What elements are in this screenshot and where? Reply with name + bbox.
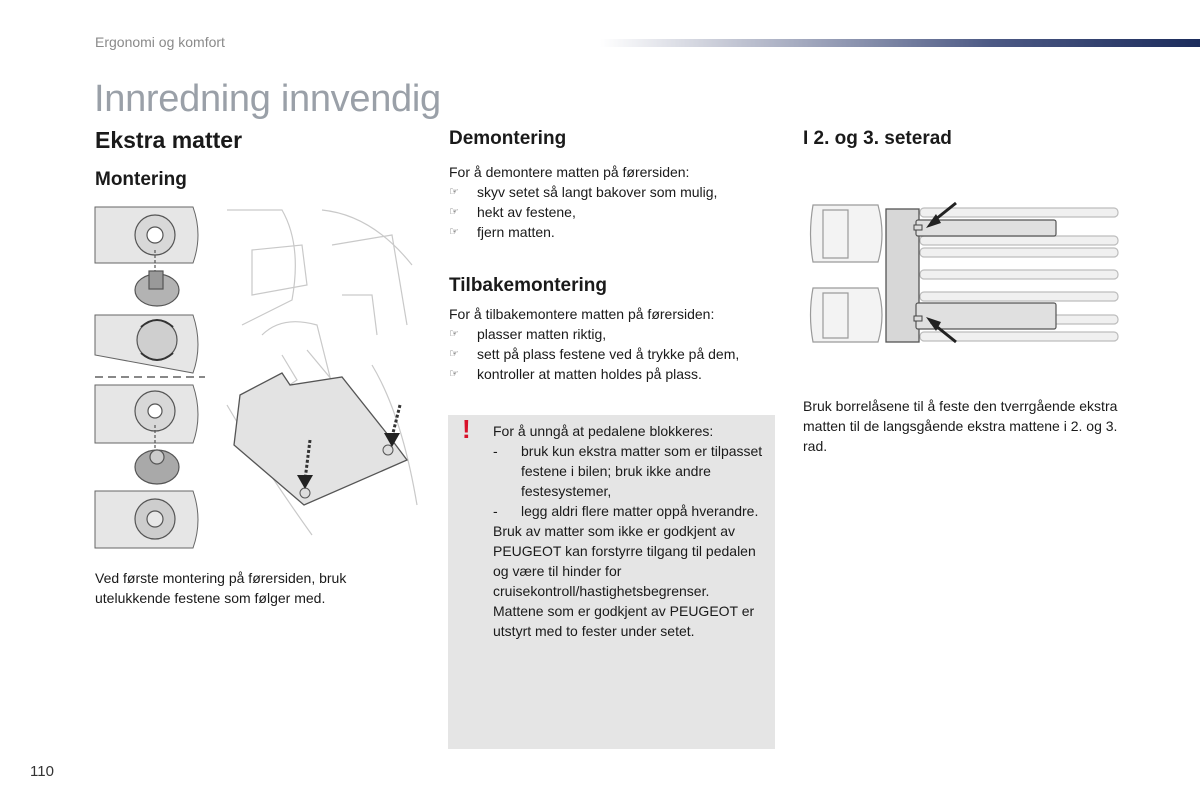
section-label: Ergonomi og komfort [95,34,225,50]
list-item: ☞ sett på plass festene ved å trykke på dem, [449,346,740,362]
demontering-block [449,162,769,242]
seterad-heading: I 2. og 3. seterad [803,128,952,149]
montering-heading: Montering [95,169,187,190]
tilbakemontering-heading: Tilbakemontering [449,275,608,296]
car-floor-mat-illustration [222,205,422,550]
hand-pointer-icon: ☞ [449,226,459,238]
list-item: ☞ fjern matten. [449,224,555,240]
warning-intro: For å unngå at pedalene blokkeres: [493,423,714,439]
warning-content [493,421,768,641]
demontering-heading: Demontering [449,128,567,149]
hand-pointer-icon: ☞ [449,348,459,360]
tilbakemontering-intro: For å tilbakemontere matten på førersiden: [449,306,715,322]
section-heading: Ekstra matter [95,127,243,153]
list-item: ☞ plasser matten riktig, [449,326,607,342]
list-item: - bruk kun ekstra matter som er tilpasset festene i bilen; bruk ikke andre festesystemer, [493,443,763,499]
list-item: ☞ hekt av festene, [449,204,576,220]
list-item: - legg aldri flere matter oppå hverandre. [493,503,759,519]
hand-pointer-icon: ☞ [449,186,459,198]
list-item: ☞ skyv setet så langt bakover som mulig, [449,184,718,200]
montering-caption: Ved første montering på førersiden, bruk utelukkende festene som følger med. [95,570,347,606]
mat-fastener-right [383,445,393,455]
list-item: ☞ kontroller at matten holdes på plass. [449,366,702,382]
hand-pointer-icon: ☞ [449,206,459,218]
page-number: 110 [30,763,54,780]
floor-mat [234,373,407,505]
tilbakemontering-block [449,304,769,384]
seterad-caption: Bruk borrelåsene til å feste den tverrgående ekstra matten til de langsgående ekstra mattene i 2. og 3. rad. [803,398,1118,454]
fastener-steps-illustration [93,205,208,550]
page-title: Innredning innvendig [94,78,441,120]
hand-pointer-icon: ☞ [449,368,459,380]
header-gradient-bar [600,39,1200,47]
warning-paragraph-2: Mattene som er godkjent av PEUGEOT er utstyrt med to fester under setet. [493,603,755,639]
warning-paragraph-1: Bruk av matter som ikke er godkjent av PEUGEOT kan forstyrre tilgang til pedalen og være til hinder for cruisekontroll/hastighetsbegrenser. [493,523,756,599]
mat-fastener-left [300,488,310,498]
warning-box [448,415,775,749]
hand-pointer-icon: ☞ [449,328,459,340]
demontering-intro: For å demontere matten på førersiden: [449,164,690,180]
rear-seats-mats-illustration [808,200,1123,350]
warning-exclamation-icon: ! [462,414,471,444]
